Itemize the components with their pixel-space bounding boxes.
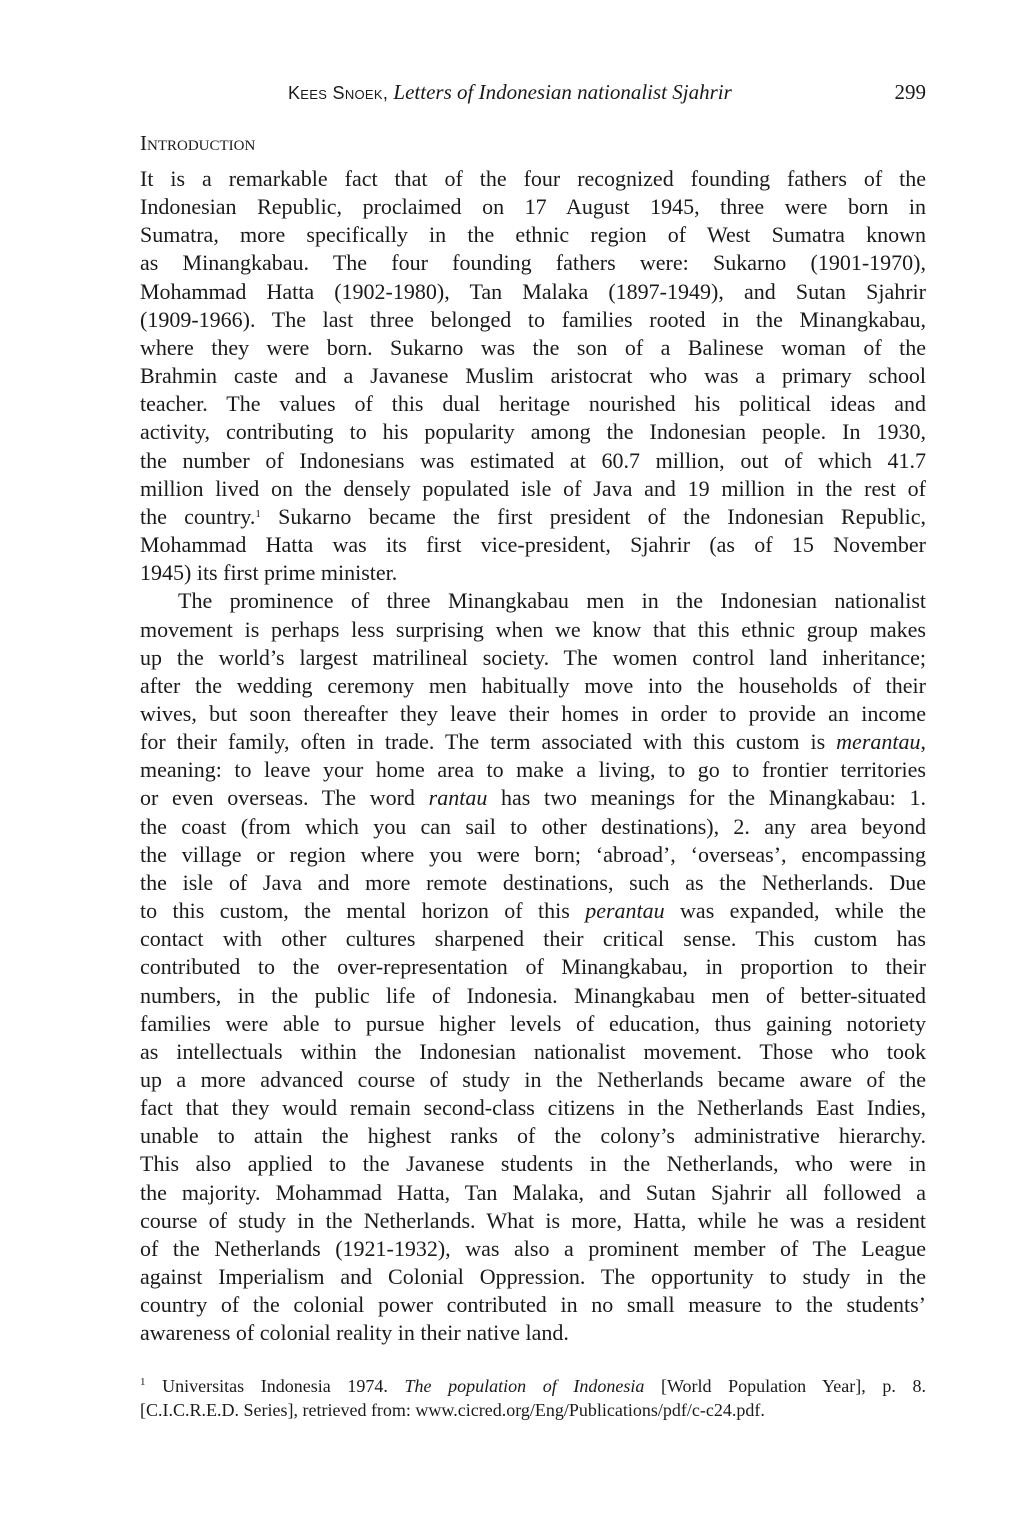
text-line [140, 897, 926, 925]
text-line: awareness of colonial reality in their native land. [140, 1320, 569, 1346]
text-line: activity, contributing to his popularity among the Indonesian people. In 1930, [140, 419, 926, 445]
text-line: course of study in the Netherlands. What is more, Hatta, while he was a resident [140, 1207, 926, 1233]
text-run: Universitas Indonesia 1974. [145, 1376, 405, 1396]
text-line: against Imperialism and Colonial Oppression. The opportunity to study in the [140, 1264, 926, 1290]
text-run: was expanded, while the [664, 898, 926, 924]
italic-term: merantau [836, 729, 921, 755]
running-header [140, 80, 926, 110]
text-line: contributed to the over-representation of Minangkabau, in proportion to their [140, 954, 926, 980]
footnote [140, 1374, 926, 1422]
article-title: Letters of Indonesian nationalist Sjahrir [393, 80, 732, 104]
text-line: This also applied to the Javanese students in the Netherlands, who were in [140, 1151, 926, 1177]
italic-term: rantau [428, 785, 488, 811]
running-title [288, 80, 732, 105]
text-line: Sumatra, more specifically in the ethnic region of West Sumatra known [140, 222, 926, 248]
text-line: unable to attain the highest ranks of the colony’s administrative hierarchy. [140, 1123, 926, 1149]
text-line: 1945) its first prime minister. [140, 560, 398, 586]
text-line: Mohammad Hatta (1902-1980), Tan Malaka (1897-1949), and Sutan Sjahrir [140, 278, 926, 304]
text-run: [World Population Year], p. 8. [644, 1376, 926, 1396]
text-line: the number of Indonesians was estimated at 60.7 million, out of which 41.7 [140, 447, 926, 473]
text-line [140, 728, 926, 756]
paragraph [140, 587, 926, 1347]
text-line: the majority. Mohammad Hatta, Tan Malaka, and Sutan Sjahrir all followed a [140, 1179, 926, 1205]
text-line: up a more advanced course of study in the Netherlands became aware of the [140, 1067, 926, 1092]
author-name: Kees Snoek, [288, 83, 389, 103]
text-run: , [920, 729, 926, 755]
footnote-marker: 1 [140, 1376, 146, 1388]
page-number: 299 [894, 80, 926, 104]
text-line: fact that they would remain second-class citizens in the Netherlands East Indies, [140, 1095, 926, 1121]
text-line: where they were born. Sukarno was the son of a Balinese woman of the [140, 334, 926, 360]
text-line: numbers, in the public life of Indonesia. Minangkabau men of better-situated [140, 982, 926, 1008]
text-line: country of the colonial power contributed in no small measure to the students’ [140, 1292, 926, 1318]
italic-term: The population of Indonesia [404, 1376, 645, 1396]
text-line [140, 784, 926, 812]
text-line: wives, but soon thereafter they leave their homes in order to provide an income [140, 700, 926, 726]
text-line: The prominence of three Minangkabau men in the Indonesian nationalist [178, 588, 926, 614]
text-line: Brahmin caste and a Javanese Muslim aristocrat who was a primary school [140, 363, 926, 389]
text-line: It is a remarkable fact that of the four recognized founding fathers of the [140, 166, 926, 191]
footnote-marker: 1 [255, 507, 261, 520]
text-run: Sukarno became the first president of the Indonesian Republic, [260, 503, 926, 529]
text-line: (1909-1966). The last three belonged to families rooted in the Minangkabau, [140, 306, 926, 332]
text-line: meaning: to leave your home area to make a living, to go to frontier territories [140, 757, 926, 783]
text-line: contact with other cultures sharpened their critical sense. This custom has [140, 926, 926, 952]
footnote-line: [C.I.C.R.E.D. Series], retrieved from: www.cicred.org/Eng/Publications/pdf/c-c24.pdf. [140, 1400, 765, 1420]
text-run: for their family, often in trade. The term associated with this custom is [140, 729, 837, 755]
text-run: has two meanings for the Minangkabau: 1. [487, 785, 926, 811]
text-line: after the wedding ceremony men habitually move into the households of their [140, 672, 926, 698]
text-line [140, 503, 926, 531]
text-line: families were able to pursue higher levels of education, thus gaining notoriety [140, 1010, 926, 1036]
italic-term: perantau [585, 898, 665, 924]
body-text [140, 165, 926, 1348]
text-line: the village or region where you were born; ‘abroad’, ‘overseas’, encompassing [140, 841, 926, 867]
text-line: up the world’s largest matrilineal society. The women control land inheritance; [140, 644, 926, 670]
text-line: teacher. The values of this dual heritage nourished his political ideas and [140, 391, 926, 417]
text-run: or even overseas. The word [140, 785, 429, 811]
text-line: million lived on the densely populated isle of Java and 19 million in the rest of [140, 475, 926, 501]
text-line: Mohammad Hatta was its first vice-president, Sjahrir (as of 15 November [140, 532, 926, 558]
section-heading: Introduction [140, 131, 256, 155]
text-line: Indonesian Republic, proclaimed on 17 August 1945, three were born in [140, 194, 926, 220]
text-line: movement is perhaps less surprising when we know that this ethnic group makes [140, 616, 926, 642]
paragraph [140, 165, 926, 587]
text-line: as Minangkabau. The four founding fathers were: Sukarno (1901-1970), [140, 250, 926, 276]
text-line: the isle of Java and more remote destinations, such as the Netherlands. Due [140, 869, 926, 895]
text-line: of the Netherlands (1921-1932), was also a prominent member of The League [140, 1235, 926, 1261]
text-run: the country. [140, 503, 256, 529]
text-line: the coast (from which you can sail to other destinations), 2. any area beyond [140, 813, 926, 839]
text-run: to this custom, the mental horizon of this [140, 898, 586, 924]
text-line: as intellectuals within the Indonesian nationalist movement. Those who took [140, 1038, 926, 1064]
footnote-line [140, 1374, 926, 1398]
